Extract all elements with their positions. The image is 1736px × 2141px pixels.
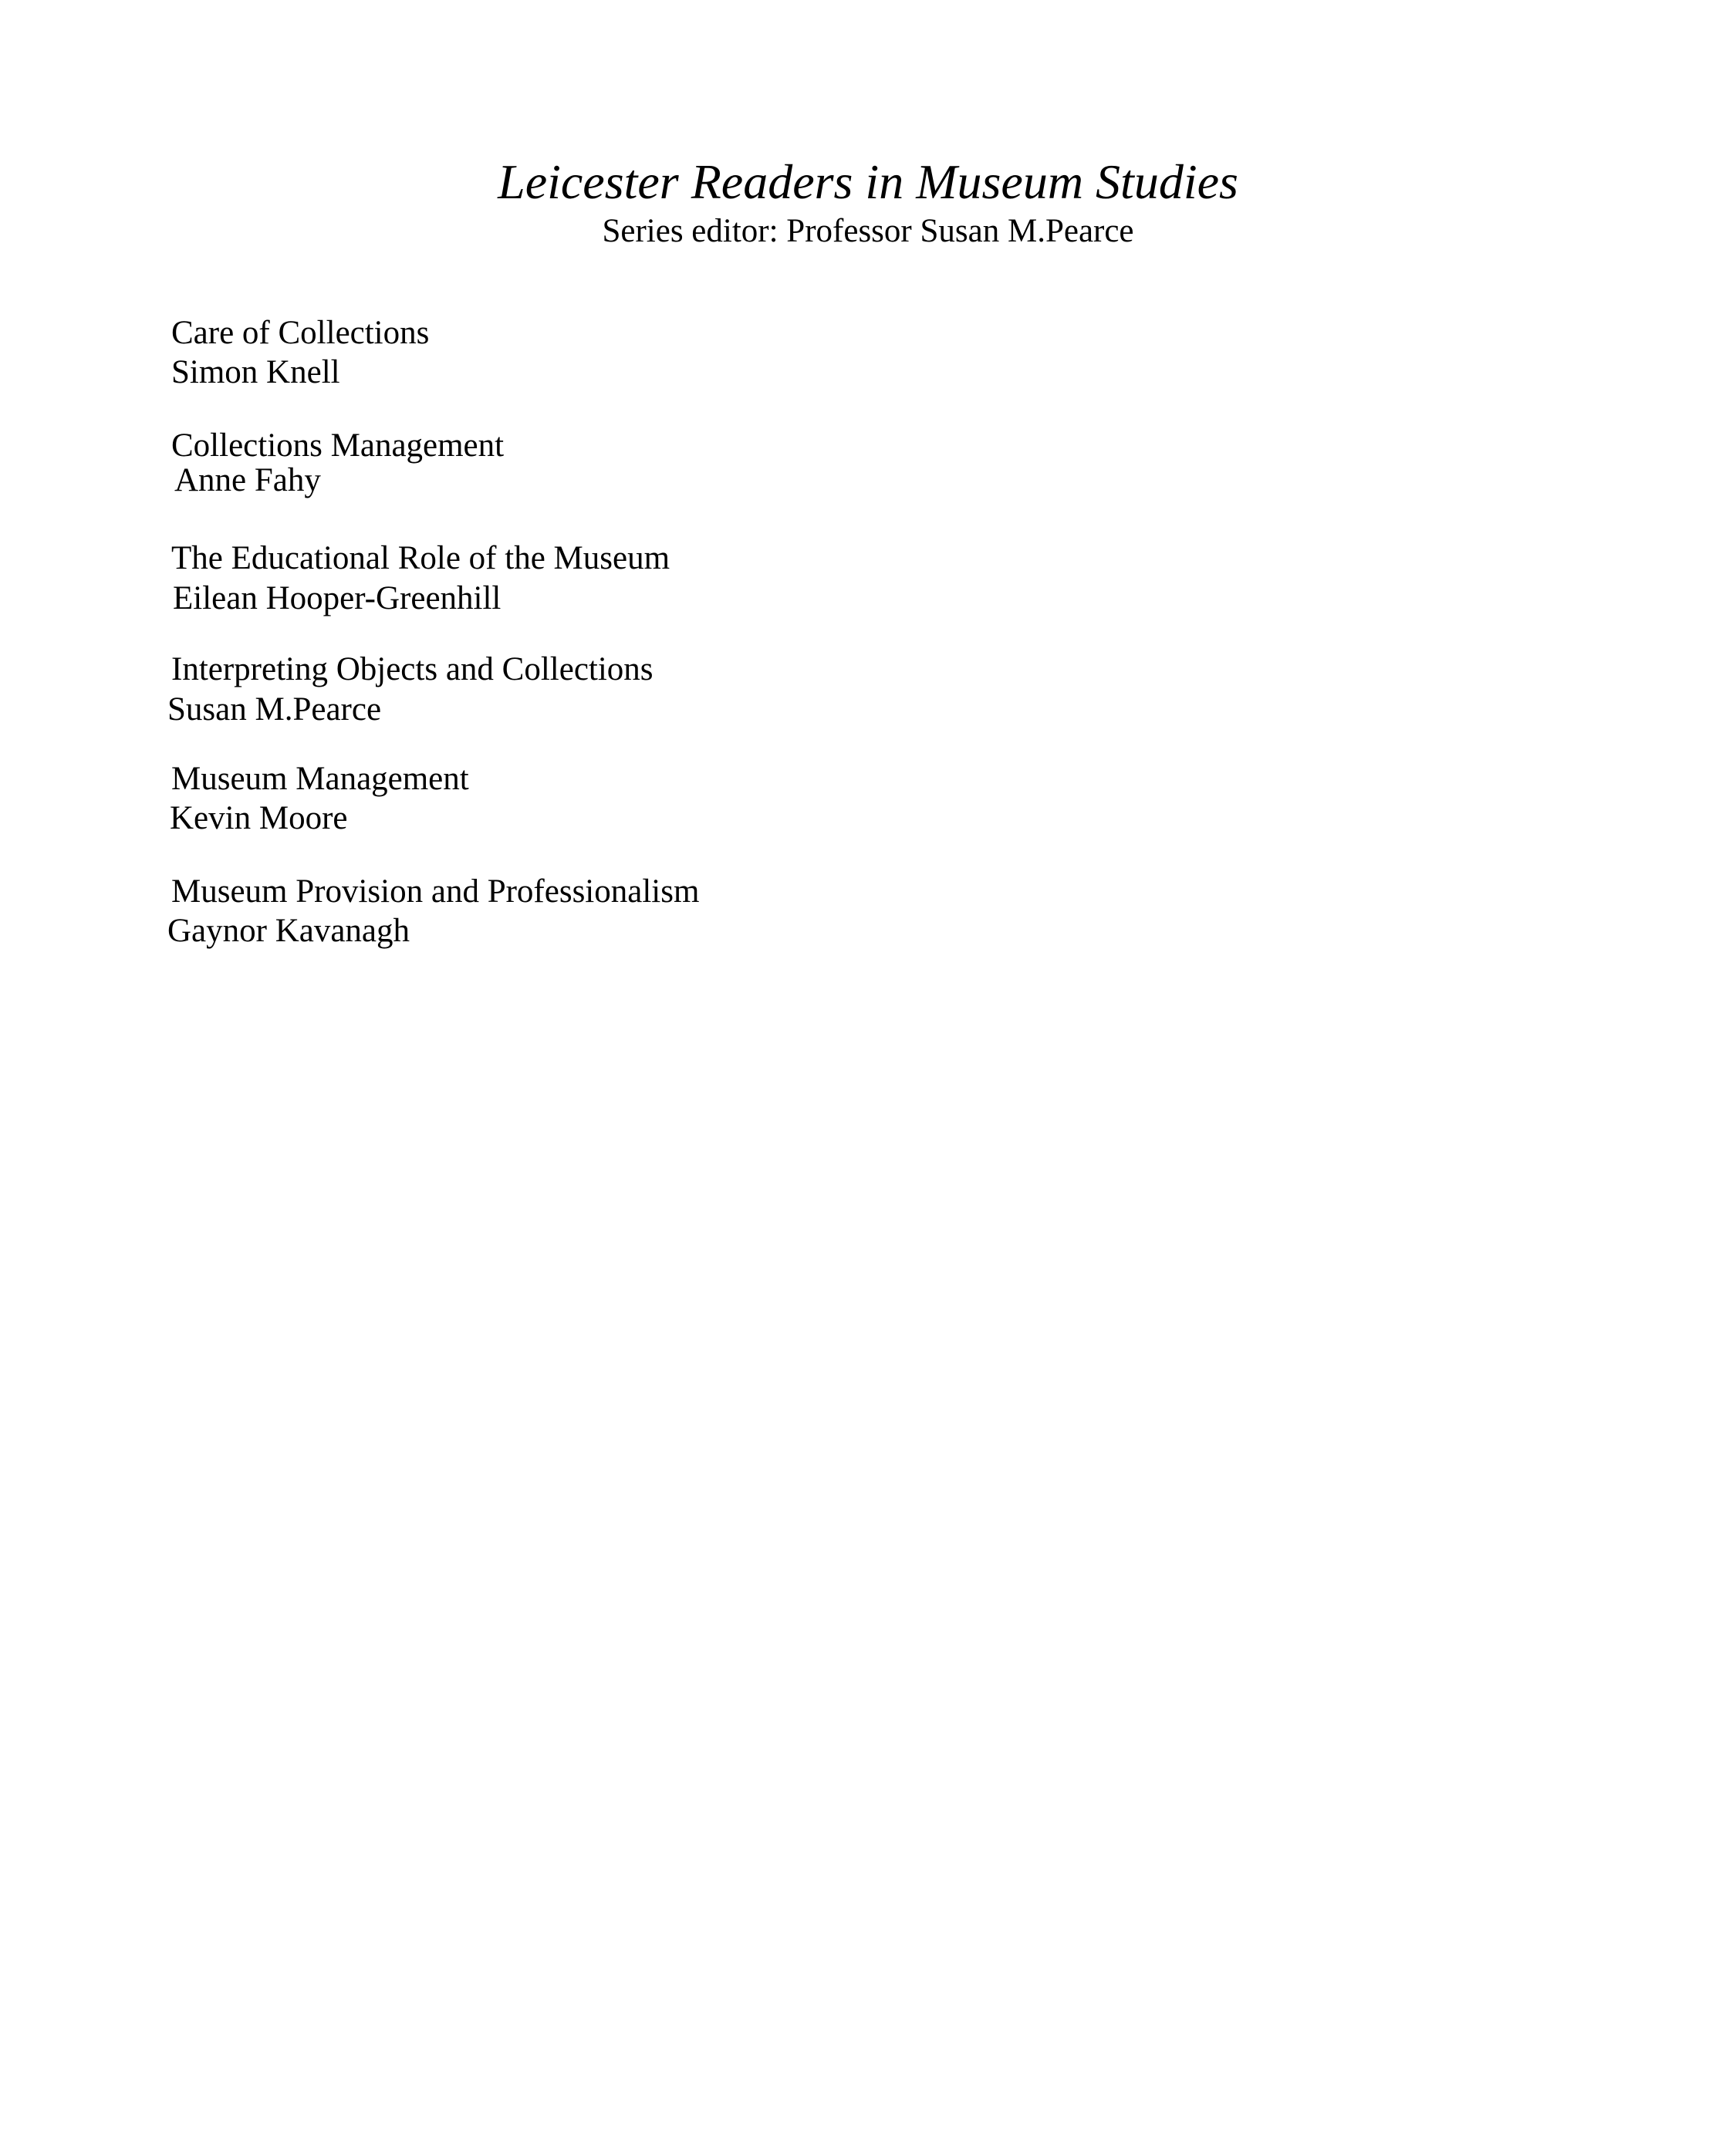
book-author: Simon Knell <box>171 354 340 390</box>
book-author: Anne Fahy <box>174 462 321 498</box>
book-title: Museum Management <box>171 761 469 797</box>
series-title: Leicester Readers in Museum Studies <box>498 154 1238 209</box>
book-title: Museum Provision and Professionalism <box>171 873 700 910</box>
series-editor: Series editor: Professor Susan M.Pearce <box>602 213 1134 249</box>
book-author: Eilean Hooper-Greenhill <box>173 580 502 616</box>
book-author: Kevin Moore <box>170 800 348 836</box>
book-title: Care of Collections <box>171 315 430 351</box>
book-author: Susan M.Pearce <box>167 691 382 728</box>
book-title: The Educational Role of the Museum <box>171 540 670 576</box>
book-title: Collections Management <box>171 427 505 464</box>
book-author: Gaynor Kavanagh <box>167 913 410 949</box>
book-title: Interpreting Objects and Collections <box>171 651 654 687</box>
